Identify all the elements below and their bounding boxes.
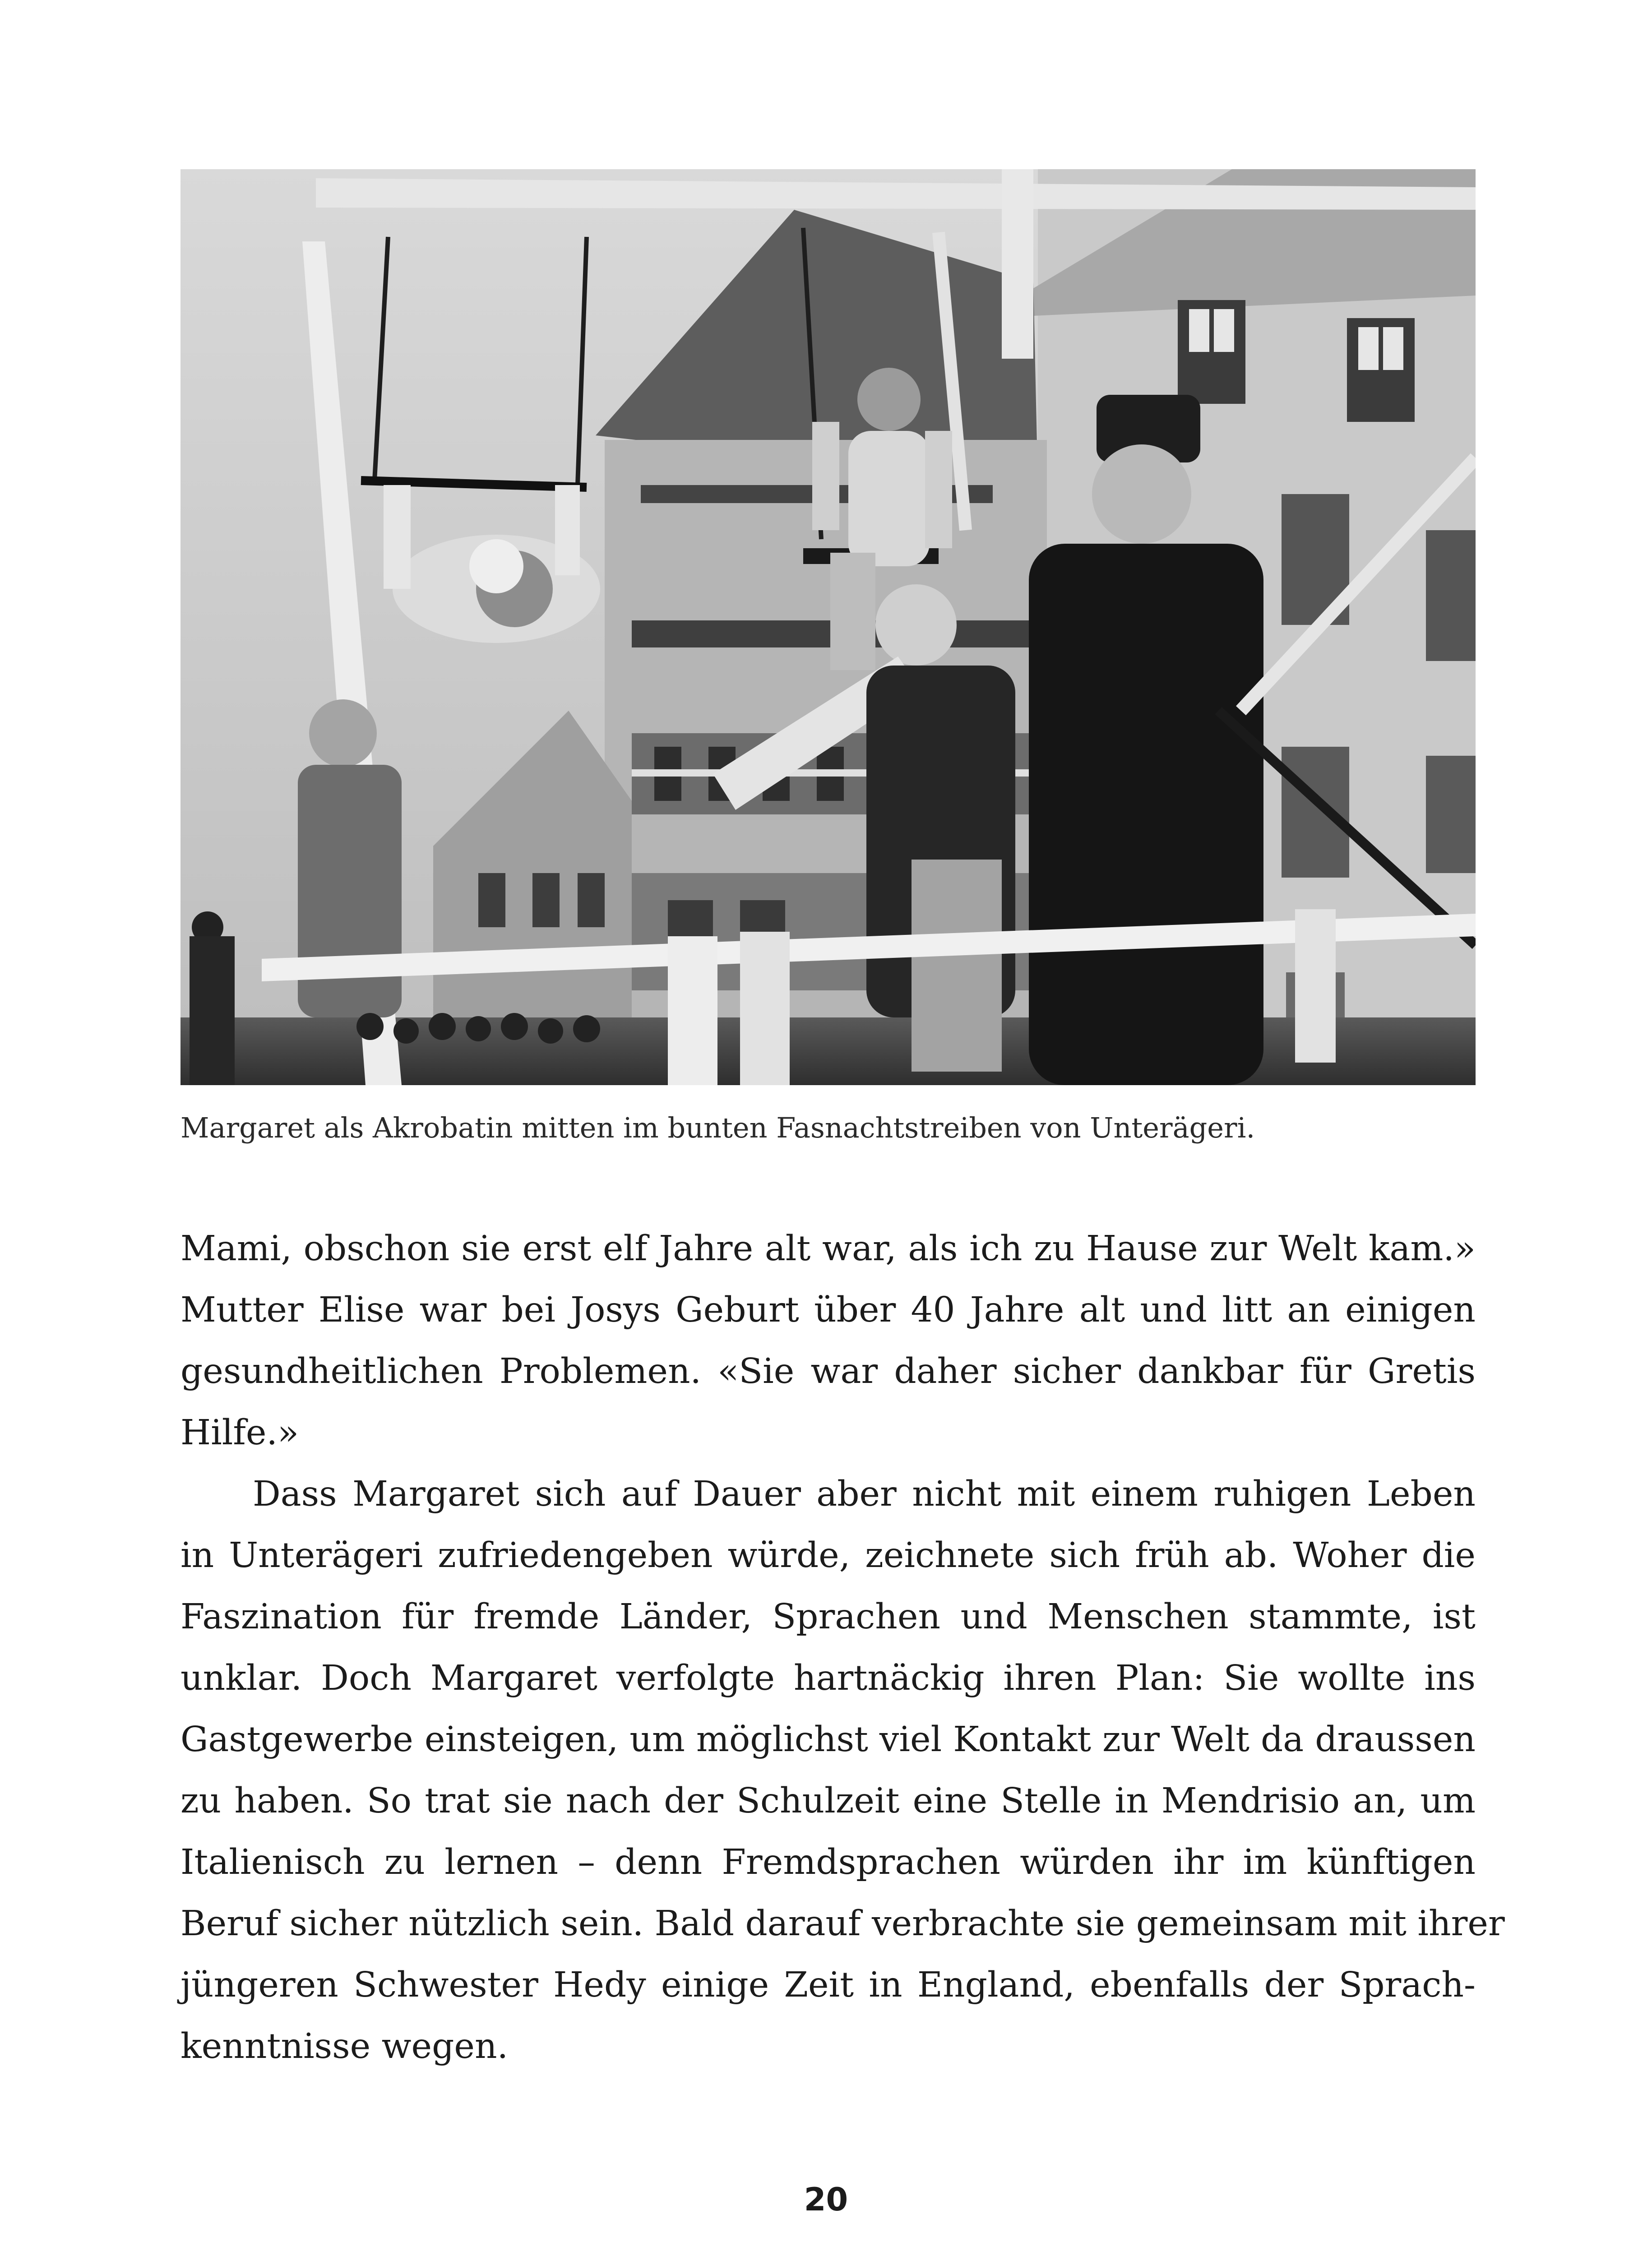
photo-caption: Margaret als Akrobatin mitten im bunten Fasnachtstreiben von Unterägeri. bbox=[180, 1111, 1255, 1144]
text-line: Mutter Elise war bei Josys Geburt über 40 Jahre alt und litt an einigen bbox=[180, 1290, 1476, 1330]
text-line: Dass Margaret sich auf Dauer aber nicht mit einem ruhigen Leben bbox=[253, 1474, 1476, 1514]
text-line: Gastgewerbe einsteigen, um möglichst viel Kontakt zur Welt da draussen bbox=[180, 1720, 1476, 1760]
body-text bbox=[180, 1218, 1505, 2077]
text-line: Mami, obschon sie erst elf Jahre alt war, als ich zu Hause zur Welt kam.» bbox=[180, 1229, 1476, 1269]
text-line: Beruf sicher nützlich sein. Bald darauf verbrachte sie gemeinsam mit ihrer bbox=[180, 1904, 1505, 1944]
text-line: kenntnisse wegen. bbox=[180, 2026, 509, 2066]
text-line: jüngeren Schwester Hedy einige Zeit in England, ebenfalls der Sprach- bbox=[180, 1965, 1476, 2005]
text-line: zu haben. So trat sie nach der Schulzeit eine Stelle in Mendrisio an, um bbox=[180, 1781, 1476, 1821]
text-line: unklar. Doch Margaret verfolgte hartnäckig ihren Plan: Sie wollte ins bbox=[180, 1658, 1476, 1698]
text-line: gesundheitlichen Problemen. «Sie war daher sicher dankbar für Gretis bbox=[180, 1351, 1476, 1392]
text-line: in Unterägeri zufriedengeben würde, zeichnete sich früh ab. Woher die bbox=[180, 1535, 1476, 1576]
text-line: Italienisch zu lernen – denn Fremdsprachen würden ihr im künftigen bbox=[180, 1842, 1476, 1882]
page-number: 20 bbox=[804, 2181, 848, 2218]
text-line: Hilfe.» bbox=[180, 1413, 299, 1453]
photo-illustration bbox=[180, 169, 1476, 1085]
historical-photo bbox=[180, 169, 1476, 1085]
text-line: Faszination für fremde Länder, Sprachen und Menschen stammte, ist bbox=[180, 1597, 1476, 1637]
